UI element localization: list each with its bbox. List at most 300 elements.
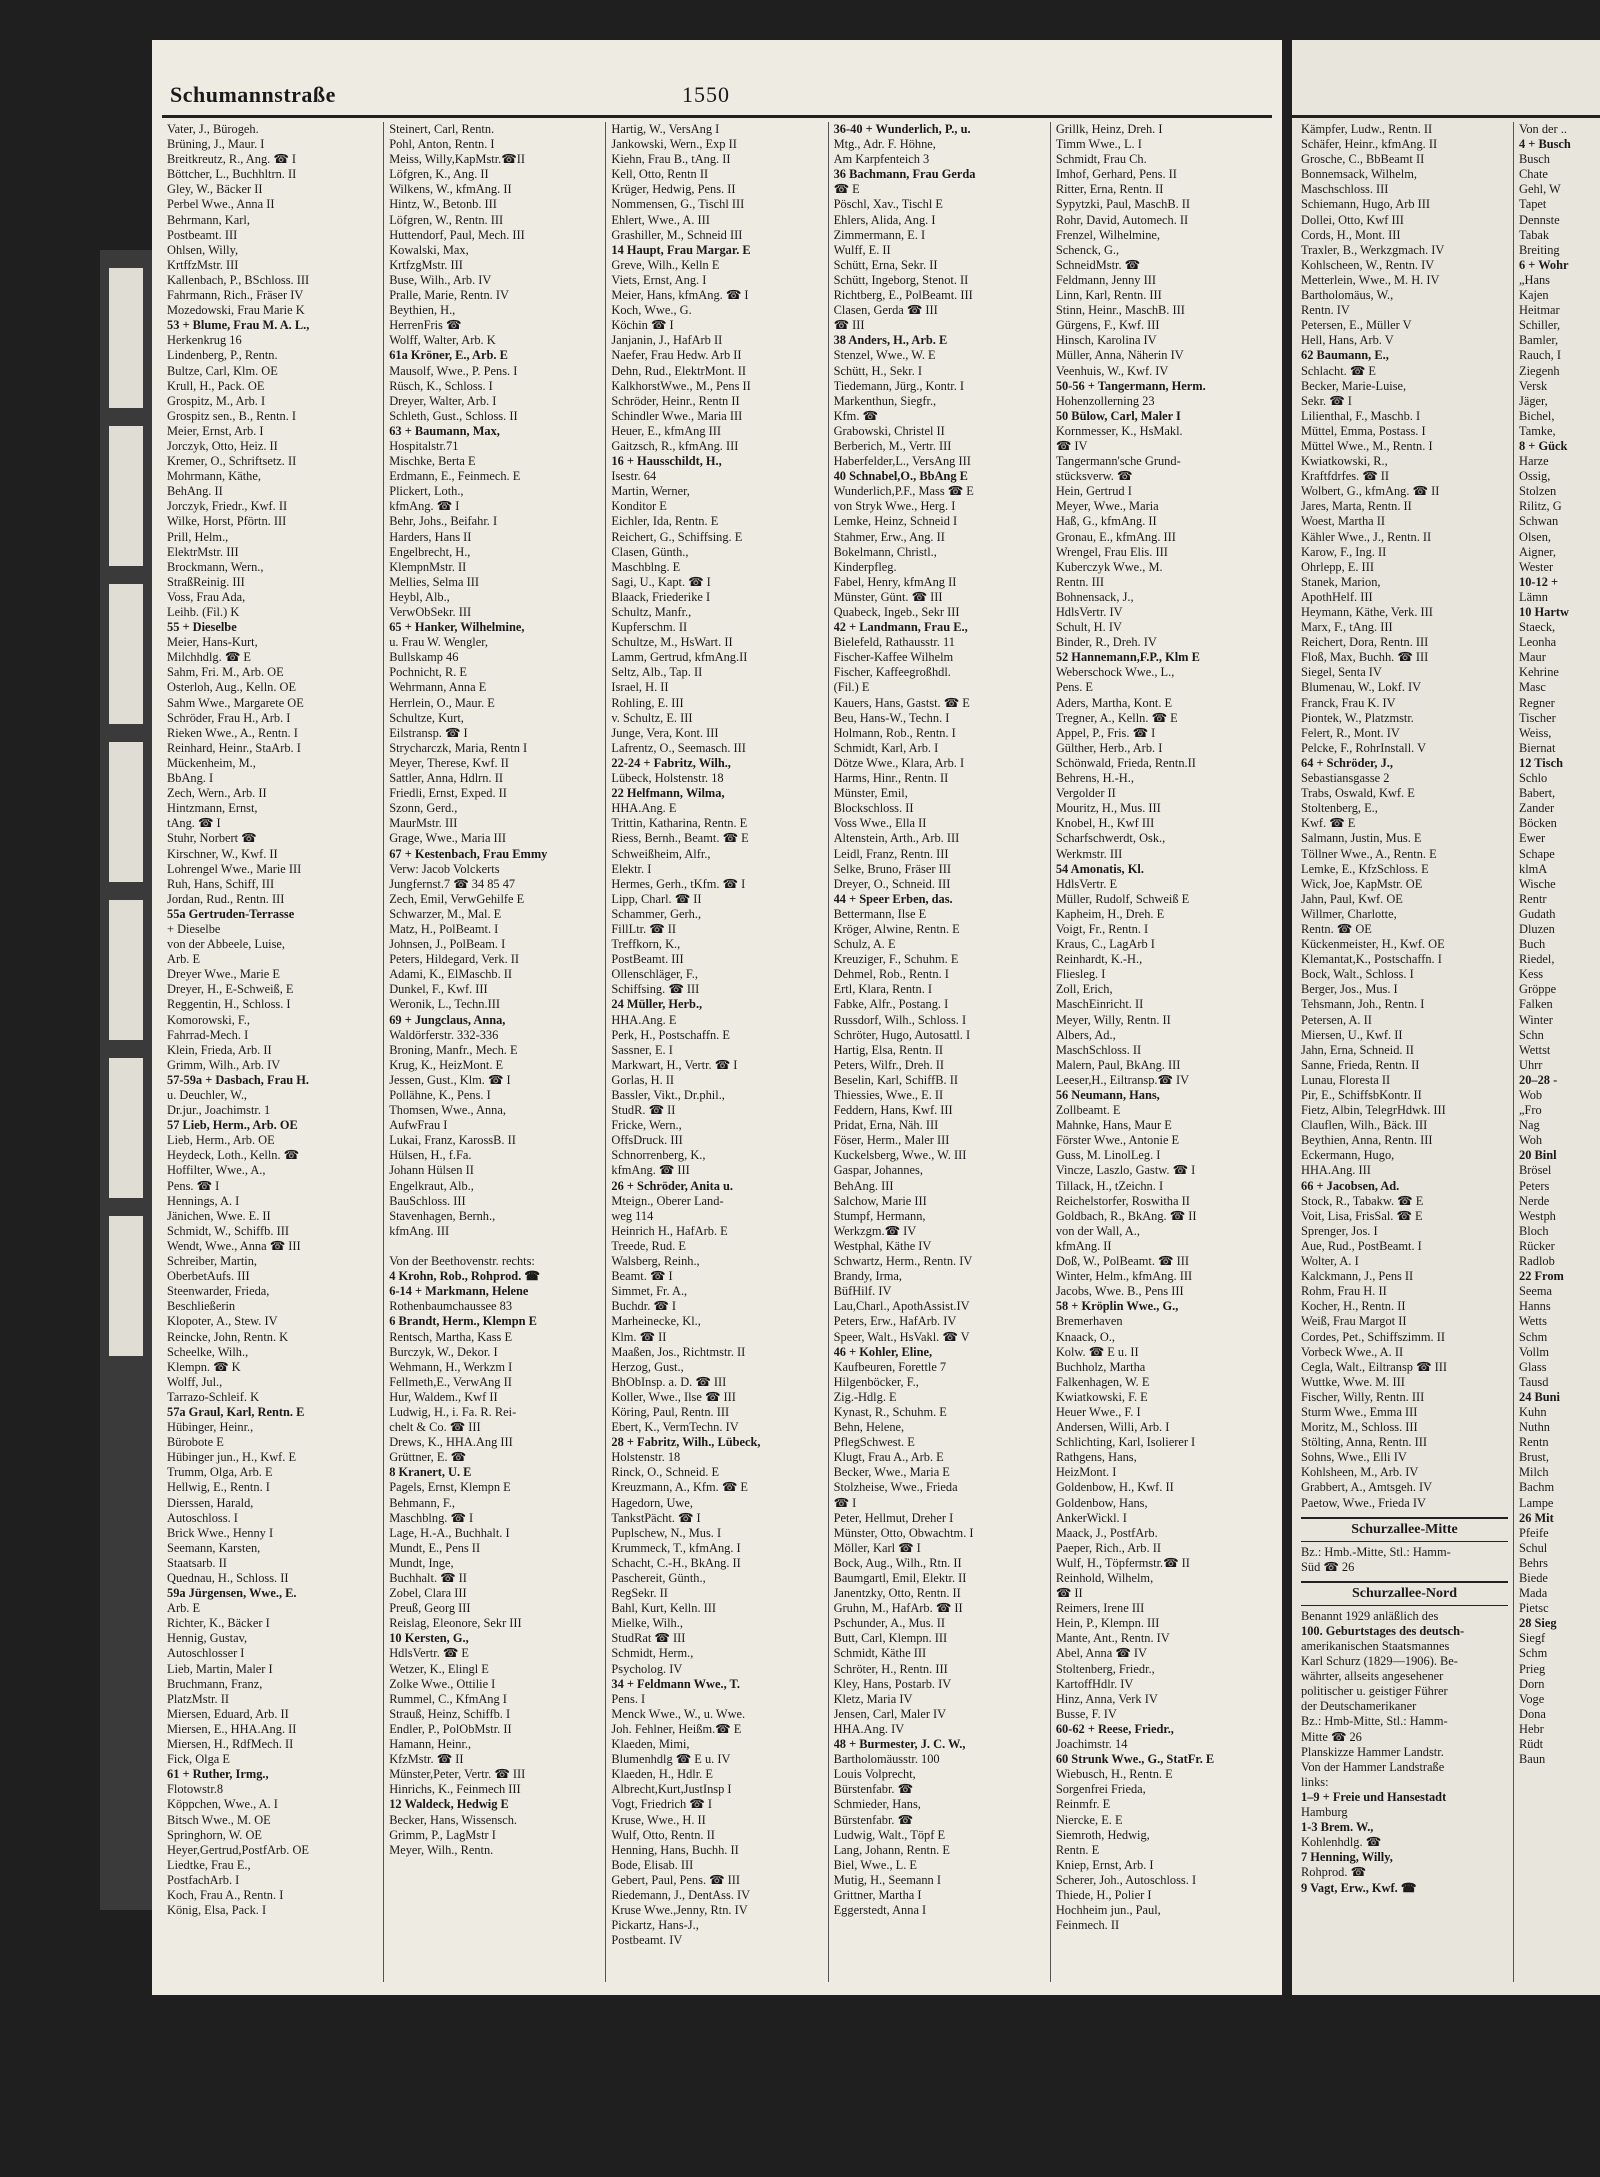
directory-entry: Ziegenh — [1519, 363, 1560, 378]
directory-entry: TankstPächt. ☎ I — [611, 1510, 701, 1525]
directory-entry: 1–9 + Freie und Hansestadt — [1301, 1789, 1447, 1804]
directory-entry: Imhof, Gerhard, Pens. II — [1055, 167, 1177, 182]
directory-entry: StraßReinig. III — [167, 574, 245, 589]
directory-entry: Haberfelder,L., VersAng III — [833, 454, 971, 469]
directory-entry: Falken — [1519, 997, 1553, 1012]
directory-entry: Pens. I — [611, 1691, 646, 1706]
directory-entry: Schult, H. IV — [1055, 620, 1122, 635]
directory-entry: Frenzel, Wilhelmine, — [1055, 227, 1161, 242]
directory-entry: 28 + Fabritz, Wilh., Lübeck, — [611, 1435, 761, 1450]
directory-entry: Strauß, Heinz, Schiffb. I — [389, 1706, 511, 1721]
directory-entry: Dreyer, O., Schneid. III — [833, 876, 951, 891]
directory-entry: Schwan — [1519, 514, 1559, 529]
directory-entry: Reichert, Dora, Rentn. III — [1301, 635, 1429, 650]
directory-entry: Kniep, Ernst, Arb. I — [1055, 1857, 1154, 1872]
directory-entry: Schultze, Kurt, — [389, 710, 464, 725]
directory-entry: chelt & Co. ☎ III — [389, 1420, 481, 1435]
directory-entry: Kohlscheen, W., Rentn. IV — [1301, 257, 1435, 272]
directory-entry: Bullskamp 46 — [389, 650, 459, 665]
directory-entry: Kuckelsberg, Wwe., W. III — [833, 1148, 967, 1163]
directory-entry: 24 Müller, Herb., — [611, 997, 703, 1012]
directory-entry: Kähler Wwe., J., Rentn. II — [1301, 529, 1432, 544]
directory-entry: Wilke, Horst, Pförtn. III — [167, 514, 287, 529]
directory-entry: Behrs — [1519, 1555, 1548, 1570]
directory-entry: Wolter, A. I — [1301, 1254, 1359, 1269]
directory-entry: Richtberg, E., PolBeamt. III — [833, 288, 973, 303]
directory-entry: Wolff, Walter, Arb. K — [389, 333, 496, 348]
directory-entry: Klopoter, A., Stew. IV — [167, 1314, 278, 1329]
directory-entry: Löfgren, W., Rentn. III — [389, 212, 504, 227]
directory-entry: Schm — [1519, 1646, 1548, 1661]
directory-entry: Pens. E — [1055, 680, 1093, 695]
directory-entry: Brust, — [1519, 1450, 1549, 1465]
directory-entry: 36-40 + Wunderlich, P., u. — [833, 122, 971, 136]
section-heading-mitte: Schurzallee-Mitte — [1301, 1517, 1508, 1542]
directory-entry: Schammer, Gerh., — [611, 906, 702, 921]
directory-entry: Tabak — [1519, 227, 1550, 242]
section-nord-lines — [1301, 1609, 1508, 1896]
directory-entry: Böcken — [1519, 816, 1557, 831]
directory-entry: Kwiatkowski, R., — [1301, 454, 1388, 469]
directory-entry: AnkerWickl. I — [1055, 1510, 1127, 1525]
directory-entry: Biel, Wwe., L. E — [833, 1857, 917, 1872]
directory-entry: Hein, Gertrud I — [1055, 484, 1132, 499]
directory-entry: kfmAng. ☎ III — [611, 1163, 690, 1178]
directory-entry: 9 Vagt, Erw., Kwf. ☎ — [1301, 1880, 1417, 1895]
column-4 — [829, 122, 1051, 1982]
directory-entry: Kuberczyk Wwe., M. — [1055, 559, 1163, 574]
directory-entry: BhObInsp. a. D. ☎ III — [611, 1374, 727, 1389]
directory-entry: SchneidMstr. ☎ — [1055, 257, 1141, 272]
directory-entry: Gudath — [1519, 906, 1556, 921]
directory-entry: Wunderlich,P.F., Mass ☎ E — [833, 484, 974, 499]
directory-entry: BehAng. II — [167, 484, 223, 499]
next-page-rule — [1292, 115, 1600, 118]
directory-entry: Karl Schurz (1829—1906). Be- — [1301, 1654, 1458, 1669]
directory-entry: Peters, Hildegard, Verk. II — [389, 952, 520, 967]
directory-entry: Beythien, H., — [389, 303, 456, 318]
directory-entry: Koch, Frau A., Rentn. I — [167, 1887, 284, 1902]
directory-entry: Willmer, Charlotte, — [1301, 906, 1397, 921]
directory-entry: Russdorf, Wilh., Schloss. I — [833, 1012, 967, 1027]
directory-entry: Rathgens, Hans, — [1055, 1450, 1137, 1465]
directory-entry: 8 + Gück — [1519, 438, 1568, 453]
directory-entry: Schlichting, Karl, Isolierer I — [1055, 1435, 1196, 1450]
directory-entry: Rentr — [1519, 891, 1547, 906]
directory-entry: Meier, Hans, kfmAng. ☎ I — [611, 288, 749, 303]
directory-entry: Kynast, R., Schuhm. E — [833, 1404, 947, 1419]
directory-entry: Marx, F., tAng. III — [1301, 620, 1393, 635]
directory-entry: 59a Jürgensen, Wwe., E. — [167, 1586, 297, 1601]
directory-entry: Zig.-Hdlg. E — [833, 1389, 897, 1404]
directory-entry: Dreyer Wwe., Marie E — [167, 967, 280, 982]
directory-entry: Kowalski, Max, — [389, 242, 469, 257]
directory-entry: Vergolder II — [1055, 786, 1116, 801]
directory-entry: Kohlsheen, M., Arb. IV — [1301, 1465, 1419, 1480]
directory-entry: Krug, K., HeizMont. E — [389, 1057, 504, 1072]
directory-entry: Hamburg — [1301, 1805, 1348, 1820]
directory-entry: Von der Hammer Landstraße — [1301, 1759, 1445, 1774]
directory-entry: Schacht, C.-H., BkAng. II — [611, 1555, 741, 1570]
directory-entry: Dona — [1519, 1706, 1546, 1721]
directory-entry: 36 Bachmann, Frau Gerda — [833, 167, 976, 182]
directory-entry: Töllner Wwe., A., Rentn. E — [1301, 846, 1437, 861]
directory-entry: 4 + Busch — [1519, 137, 1571, 152]
directory-entry: Pfeife — [1519, 1525, 1549, 1540]
directory-entry: Fahrrad-Mech. I — [167, 1027, 249, 1042]
directory-entry: Kinderpfleg. — [833, 559, 897, 574]
directory-entry: Maschblng. E — [611, 559, 681, 574]
directory-entry: 62 Baumann, E., — [1301, 348, 1389, 363]
directory-entry: Schütt, Ingeborg, Stenot. II — [833, 272, 969, 287]
directory-entry: 14 Haupt, Frau Margar. E — [611, 242, 751, 257]
directory-entry: Lunau, Floresta II — [1301, 1072, 1391, 1087]
directory-entry: Hell, Hans, Arb. V — [1301, 333, 1394, 348]
directory-entry: Schm — [1519, 1329, 1548, 1344]
directory-entry: Grimm, Wilh., Arb. IV — [167, 1057, 281, 1072]
directory-entry: Hinsch, Karolina IV — [1055, 333, 1157, 348]
directory-entry: Schape — [1519, 846, 1555, 861]
directory-entry: Linn, Karl, Rentn. III — [1055, 288, 1162, 303]
directory-entry: Pelcke, F., RohrInstall. V — [1301, 740, 1427, 755]
directory-entry: Grüttner, E. ☎ — [389, 1450, 467, 1465]
directory-entry: Bachm — [1519, 1480, 1555, 1495]
directory-entry: 22 From — [1519, 1269, 1564, 1284]
directory-entry: Münster,Peter, Vertr. ☎ III — [389, 1767, 526, 1782]
directory-entry: Abel, Anna ☎ IV — [1055, 1646, 1147, 1661]
directory-entry: Buchdr. ☎ I — [611, 1299, 677, 1314]
directory-entry: Schütt, H., Sekr. I — [833, 363, 923, 378]
directory-entry: Pöschl, Xav., Tischl E — [833, 197, 943, 212]
directory-entry: Markwart, H., Vertr. ☎ I — [611, 1057, 738, 1072]
directory-entry: Schmieder, Hans, — [833, 1797, 921, 1812]
directory-entry: Radlob — [1519, 1254, 1555, 1269]
directory-entry: HdlsVertr. E — [1055, 876, 1118, 891]
directory-entry: Sebastiansgasse 2 — [1301, 771, 1390, 786]
directory-entry: Krummeck, T., kfmAng. I — [611, 1540, 741, 1555]
directory-entry: Burczyk, W., Dekor. I — [389, 1344, 498, 1359]
directory-entry: Jordan, Rud., Rentn. III — [167, 891, 285, 906]
directory-entry: Bultze, Carl, Klm. OE — [167, 363, 278, 378]
directory-entry: Grittner, Martha I — [833, 1887, 922, 1902]
directory-entry: Springhorn, W. OE — [167, 1827, 262, 1842]
directory-entry: Schindler Wwe., Maria III — [611, 408, 743, 423]
directory-entry: Holstenstr. 18 — [611, 1450, 681, 1465]
directory-entry: Markenthun, Siegfr., — [833, 393, 937, 408]
directory-entry: Liedtke, Frau E., — [167, 1857, 251, 1872]
directory-entry: Mellies, Selma III — [389, 574, 480, 589]
directory-entry: 50-56 + Tangermann, Herm. — [1055, 378, 1206, 393]
directory-entry: 1-3 Brem. W., — [1301, 1820, 1374, 1835]
directory-entry: Bichel, — [1519, 408, 1555, 423]
directory-entry: Eichler, Ida, Rentn. E — [611, 514, 719, 529]
directory-entry: 10 Hartw — [1519, 605, 1569, 619]
directory-entry: Peter, Hellmut, Dreher I — [833, 1510, 954, 1525]
directory-entry: Leeser,H., Eiltransp.☎ IV — [1055, 1072, 1190, 1087]
directory-entry: Lage, H.-A., Buchhalt. I — [389, 1525, 510, 1540]
directory-entry: 44 + Speer Erben, das. — [833, 891, 953, 906]
directory-entry: Fabke, Alfr., Postang. I — [833, 997, 949, 1012]
directory-entry: Vincze, Laszlo, Gastw. ☎ I — [1055, 1163, 1196, 1178]
directory-entry: Pschunder, A., Mus. II — [833, 1616, 945, 1631]
directory-entry: Schäfer, Heinr., kfmAng. II — [1301, 137, 1438, 152]
directory-entry: Lang, Johann, Rentn. E — [833, 1842, 950, 1857]
directory-entry: Timm Wwe., L. I — [1055, 137, 1142, 152]
directory-entry: Sohns, Wwe., Elli IV — [1301, 1450, 1407, 1465]
directory-entry: Bitsch Wwe., M. OE — [167, 1812, 271, 1827]
directory-entry: Meier, Hans-Kurt, — [167, 635, 258, 650]
directory-entry: Biede — [1519, 1571, 1548, 1585]
directory-entry: Schmidt, Frau Ch. — [1055, 152, 1147, 167]
directory-entry: Meyer, Willy, Rentn. II — [1055, 1012, 1171, 1027]
directory-entry: Eggerstedt, Anna I — [833, 1903, 927, 1918]
directory-entry: 60-62 + Reese, Friedr., — [1055, 1721, 1174, 1736]
directory-entry: Wehrmann, Anna E — [389, 680, 487, 695]
directory-entry: 34 + Feldmann Wwe., T. — [611, 1676, 740, 1691]
directory-entry: Tangermann'sche Grund- — [1055, 454, 1181, 469]
directory-entry: Ossig, — [1519, 469, 1551, 484]
directory-entry: Thomsen, Wwe., Anna, — [389, 1103, 506, 1118]
directory-entry: Müttel, Emma, Postass. I — [1301, 423, 1426, 438]
next-page-columns — [1296, 122, 1596, 1982]
directory-entry: kfmAng. III — [389, 1223, 450, 1238]
directory-entry: Postbeamt. III — [167, 227, 238, 242]
directory-entry: Wiebusch, H., Rentn. E — [1055, 1767, 1173, 1782]
directory-entry: Flotowstr.8 — [167, 1782, 224, 1797]
directory-entry: Seltz, Alb., Tap. II — [611, 665, 703, 680]
directory-entry: Dluzen — [1519, 921, 1555, 936]
directory-entry: Seemann, Karsten, — [167, 1540, 261, 1555]
directory-entry: Dennste — [1519, 212, 1560, 227]
directory-entry: Mada — [1519, 1586, 1548, 1601]
directory-entry: amerikanischen Staatsmannes — [1301, 1639, 1450, 1653]
directory-entry: Bz.: Hmb-Mitte, Stl.: Hamm- — [1301, 1714, 1448, 1729]
directory-entry: Behn, Helene, — [833, 1420, 905, 1435]
directory-entry: Rentn. IV — [1301, 303, 1350, 318]
directory-entry: Mundt, Inge, — [389, 1555, 454, 1570]
directory-entry: Kajen — [1519, 288, 1549, 303]
directory-entry: Berger, Jos., Mus. I — [1301, 982, 1398, 997]
directory-entry: Bürobote E — [167, 1435, 224, 1450]
directory-entry: klmA — [1519, 861, 1548, 876]
directory-entry: Floß, Max, Buchh. ☎ III — [1301, 650, 1429, 665]
directory-entry: Böttcher, L., Buchhltrn. II — [167, 167, 297, 182]
directory-entry: Wettst — [1519, 1042, 1551, 1057]
directory-entry: Ehlers, Alida, Ang. I — [833, 212, 936, 227]
directory-entry: Milch — [1519, 1465, 1549, 1480]
directory-entry: Prieg — [1519, 1661, 1546, 1676]
directory-entry: Feldmann, Jenny III — [1055, 272, 1156, 287]
directory-entry: Preuß, Georg III — [389, 1601, 471, 1616]
directory-entry: Voss, Frau Ada, — [167, 589, 246, 604]
directory-entry: Aders, Martha, Kont. E — [1055, 695, 1173, 710]
directory-entry: PostBeamt. III — [611, 952, 684, 967]
directory-entry: Mielke, Wilh., — [611, 1616, 683, 1631]
directory-columns — [162, 122, 1272, 1982]
directory-entry: Bock, Walt., Schloss. I — [1301, 967, 1414, 982]
directory-entry: KlempnMstr. II — [389, 559, 467, 574]
directory-entry: Johann Hülsen II — [389, 1163, 474, 1178]
directory-entry: Planskizze Hammer Landstr. — [1301, 1744, 1444, 1759]
directory-entry: Klm. ☎ II — [611, 1329, 667, 1344]
directory-entry: Förster Wwe., Antonie E — [1055, 1133, 1180, 1148]
directory-entry: Kwf. ☎ E — [1301, 816, 1356, 831]
directory-entry: Seema — [1519, 1284, 1553, 1299]
directory-entry: Rüdt — [1519, 1737, 1544, 1752]
directory-entry: Schütt, Erna, Sekr. II — [833, 257, 938, 272]
directory-entry: Perbel Wwe., Anna II — [167, 197, 275, 212]
directory-entry: Veenhuis, W., Kwf. IV — [1055, 363, 1169, 378]
directory-entry: Metterlein, Wwe., M. H. IV — [1301, 272, 1440, 287]
directory-entry: Riedel, — [1519, 952, 1555, 967]
directory-entry: Ritter, Erna, Rentn. II — [1055, 182, 1164, 197]
directory-entry: Appel, P., Fris. ☎ I — [1055, 725, 1156, 740]
directory-entry: BehAng. III — [833, 1178, 894, 1193]
directory-entry: Butt, Carl, Klempn. III — [833, 1631, 948, 1646]
directory-entry: Tehsmann, Joh., Rentn. I — [1301, 997, 1425, 1012]
directory-entry: Reinhold, Wilhelm, — [1055, 1571, 1154, 1585]
directory-entry: Pir, E., SchiffsbKontr. II — [1301, 1088, 1422, 1102]
directory-entry: Winter, Helm., kfmAng. III — [1055, 1269, 1193, 1284]
directory-entry: Blaack, Friederike I — [611, 589, 711, 604]
directory-entry: Postbeamt. IV — [611, 1933, 683, 1948]
directory-entry: Menck Wwe., W., u. Wwe. — [611, 1706, 746, 1721]
directory-entry: Münster, Emil, — [833, 786, 908, 801]
directory-entry: 50 Bülow, Carl, Maler I — [1055, 408, 1181, 423]
directory-entry: Breitkreutz, R., Ang. ☎ I — [167, 152, 296, 167]
directory-entry: Fabel, Henry, kfmAng II — [833, 574, 957, 589]
directory-entry: 38 Anders, H., Arb. E — [833, 333, 948, 348]
directory-entry: Steinert, Carl, Rentn. — [389, 122, 495, 136]
directory-entry: Hanns — [1519, 1299, 1551, 1314]
directory-entry: Maur — [1519, 650, 1546, 665]
directory-entry: 12 Tisch — [1519, 755, 1563, 770]
directory-entry: Stuhr, Norbert ☎ — [167, 831, 257, 846]
directory-entry: Rohling, E. III — [611, 695, 684, 710]
directory-entry: Leihb. (Fil.) K — [167, 605, 240, 619]
directory-entry: Grabowski, Christel II — [833, 423, 945, 438]
directory-entry: MaurMstr. III — [389, 816, 458, 831]
directory-entry: Mohrmann, Käthe, — [167, 469, 261, 484]
directory-entry: Jorczyk, Friedr., Kwf. II — [167, 499, 288, 514]
directory-entry: Dehn, Rud., ElektrMont. II — [611, 363, 746, 378]
directory-entry: Binder, R., Dreh. IV — [1055, 635, 1157, 650]
directory-entry: Blumenhdlg ☎ E u. IV — [611, 1752, 731, 1767]
directory-entry: Hintz, W., Betonb. III — [389, 197, 497, 212]
directory-entry: Am Karpfenteich 3 — [833, 152, 930, 167]
directory-entry: Biernat — [1519, 740, 1556, 755]
directory-entry: ☎ I — [833, 1495, 857, 1510]
directory-entry: Pochnicht, R. E — [389, 665, 467, 680]
directory-entry: Voigt, Fr., Rentn. I — [1055, 921, 1149, 936]
directory-entry: Glass — [1519, 1359, 1547, 1374]
directory-entry: Brandy, Irma, — [833, 1269, 902, 1284]
directory-entry: Gronau, E., kfmAng. III — [1055, 529, 1176, 544]
directory-entry: Tausd — [1519, 1374, 1549, 1389]
directory-entry: Herkenkrug 16 — [167, 333, 242, 348]
directory-entry: PostfachArb. I — [167, 1872, 240, 1887]
directory-entry: Adami, K., ElMaschb. II — [389, 967, 513, 982]
directory-entry: Klaeden, Mimi, — [611, 1737, 690, 1752]
directory-entry: Leonha — [1519, 635, 1557, 650]
directory-entry: Schönwald, Frieda, Rentn.II — [1055, 755, 1196, 770]
directory-entry: Jares, Marta, Rentn. II — [1301, 499, 1412, 514]
directory-entry: 22-24 + Fabritz, Wilh., — [611, 755, 731, 770]
directory-entry: Münster, Günt. ☎ III — [833, 589, 943, 604]
directory-entry: Kohlenhdlg. ☎ — [1301, 1835, 1382, 1850]
directory-entry: Brockmann, Wern., — [167, 559, 264, 574]
directory-entry: Fischer, Willy, Rentn. III — [1301, 1389, 1425, 1404]
directory-entry: Ruh, Hans, Schiff, III — [167, 876, 275, 891]
directory-entry: Hintzmann, Ernst, — [167, 801, 258, 816]
directory-entry: Grosche, C., BbBeamt II — [1301, 152, 1425, 167]
directory-entry: Kuhn — [1519, 1404, 1547, 1419]
directory-entry: Reinhardt, K.-H., — [1055, 952, 1143, 967]
directory-entry: HdlsVertr. ☎ E — [389, 1646, 469, 1661]
directory-entry: Rentn — [1519, 1435, 1549, 1450]
directory-entry: ElektrMstr. III — [167, 544, 239, 559]
directory-entry: tAng. ☎ I — [167, 816, 221, 831]
directory-entry: Klempn. ☎ K — [167, 1359, 241, 1374]
directory-entry: Baumgartl, Emil, Elektr. II — [833, 1571, 967, 1585]
directory-entry: Sahm, Fri. M., Arb. OE — [167, 665, 284, 680]
directory-entry: Wester — [1519, 559, 1554, 574]
directory-entry: Köppchen, Wwe., A. I — [167, 1797, 278, 1812]
directory-entry: Salmann, Justin, Mus. E — [1301, 831, 1422, 846]
directory-entry: Stölting, Anna, Rentn. III — [1301, 1435, 1427, 1450]
directory-entry: Brick Wwe., Henny I — [167, 1525, 274, 1540]
directory-entry: Steenwarder, Frieda, — [167, 1284, 270, 1299]
directory-entry: Heybl, Alb., — [389, 589, 450, 604]
directory-entry: Grashiller, M., Schneid III — [611, 227, 743, 242]
directory-entry: Ludwig, Walt., Töpf E — [833, 1827, 946, 1842]
directory-entry: Gröppe — [1519, 982, 1557, 997]
directory-entry: Wuttke, Wwe. M. III — [1301, 1374, 1405, 1389]
directory-entry: Schultz, Manfr., — [611, 605, 692, 619]
directory-entry: Feinmech. II — [1055, 1918, 1120, 1933]
directory-entry: Busch — [1519, 152, 1550, 167]
directory-entry: Meyer, Wwe., Maria — [1055, 499, 1159, 514]
directory-entry: Maschblng. ☎ I — [389, 1510, 474, 1525]
directory-entry: Paeper, Rich., Arb. II — [1055, 1540, 1161, 1555]
directory-entry: Fietz, Albin, TelegrHdwk. III — [1301, 1103, 1446, 1118]
directory-entry: u. Deuchler, W., — [167, 1088, 248, 1102]
directory-entry: Herzog, Gust., — [611, 1359, 684, 1374]
directory-entry: Johnsen, J., PolBeam. I — [389, 937, 506, 952]
directory-entry: AufwFrau I — [389, 1118, 448, 1133]
directory-entry: Israel, H. II — [611, 680, 669, 695]
directory-entry: Miersen, H., RdfMech. II — [167, 1737, 294, 1752]
directory-entry: 7 Henning, Willy, — [1301, 1850, 1393, 1865]
directory-entry: Bohnensack, J., — [1055, 589, 1134, 604]
directory-entry: Kallenbach, P., BSchloss. III — [167, 272, 310, 287]
directory-entry: Klugt, Frau A., Arb. E — [833, 1450, 944, 1465]
directory-entry: Becker, Marie-Luise, — [1301, 378, 1407, 393]
directory-entry: Wische — [1519, 876, 1556, 891]
directory-entry: Lampe — [1519, 1495, 1554, 1510]
directory-entry: Fliesleg. I — [1055, 967, 1106, 982]
directory-entry: Kreuziger, F., Schuhm. E — [833, 952, 959, 967]
directory-entry: Paetow, Wwe., Frieda IV — [1301, 1495, 1426, 1510]
directory-entry: Gaspar, Johannes, — [833, 1163, 923, 1178]
directory-entry: Bartholomäusstr. 100 — [833, 1752, 940, 1767]
directory-entry: 57a Graul, Karl, Rentn. E — [167, 1404, 305, 1419]
directory-entry: Schröter, Hugo, Autosattl. I — [833, 1027, 971, 1042]
directory-entry: 10 Kersten, G., — [389, 1631, 469, 1646]
directory-entry: Rilitz, G — [1519, 499, 1562, 514]
directory-entry: Broning, Manfr., Mech. E — [389, 1042, 518, 1057]
directory-entry: Konditor E — [611, 499, 667, 514]
